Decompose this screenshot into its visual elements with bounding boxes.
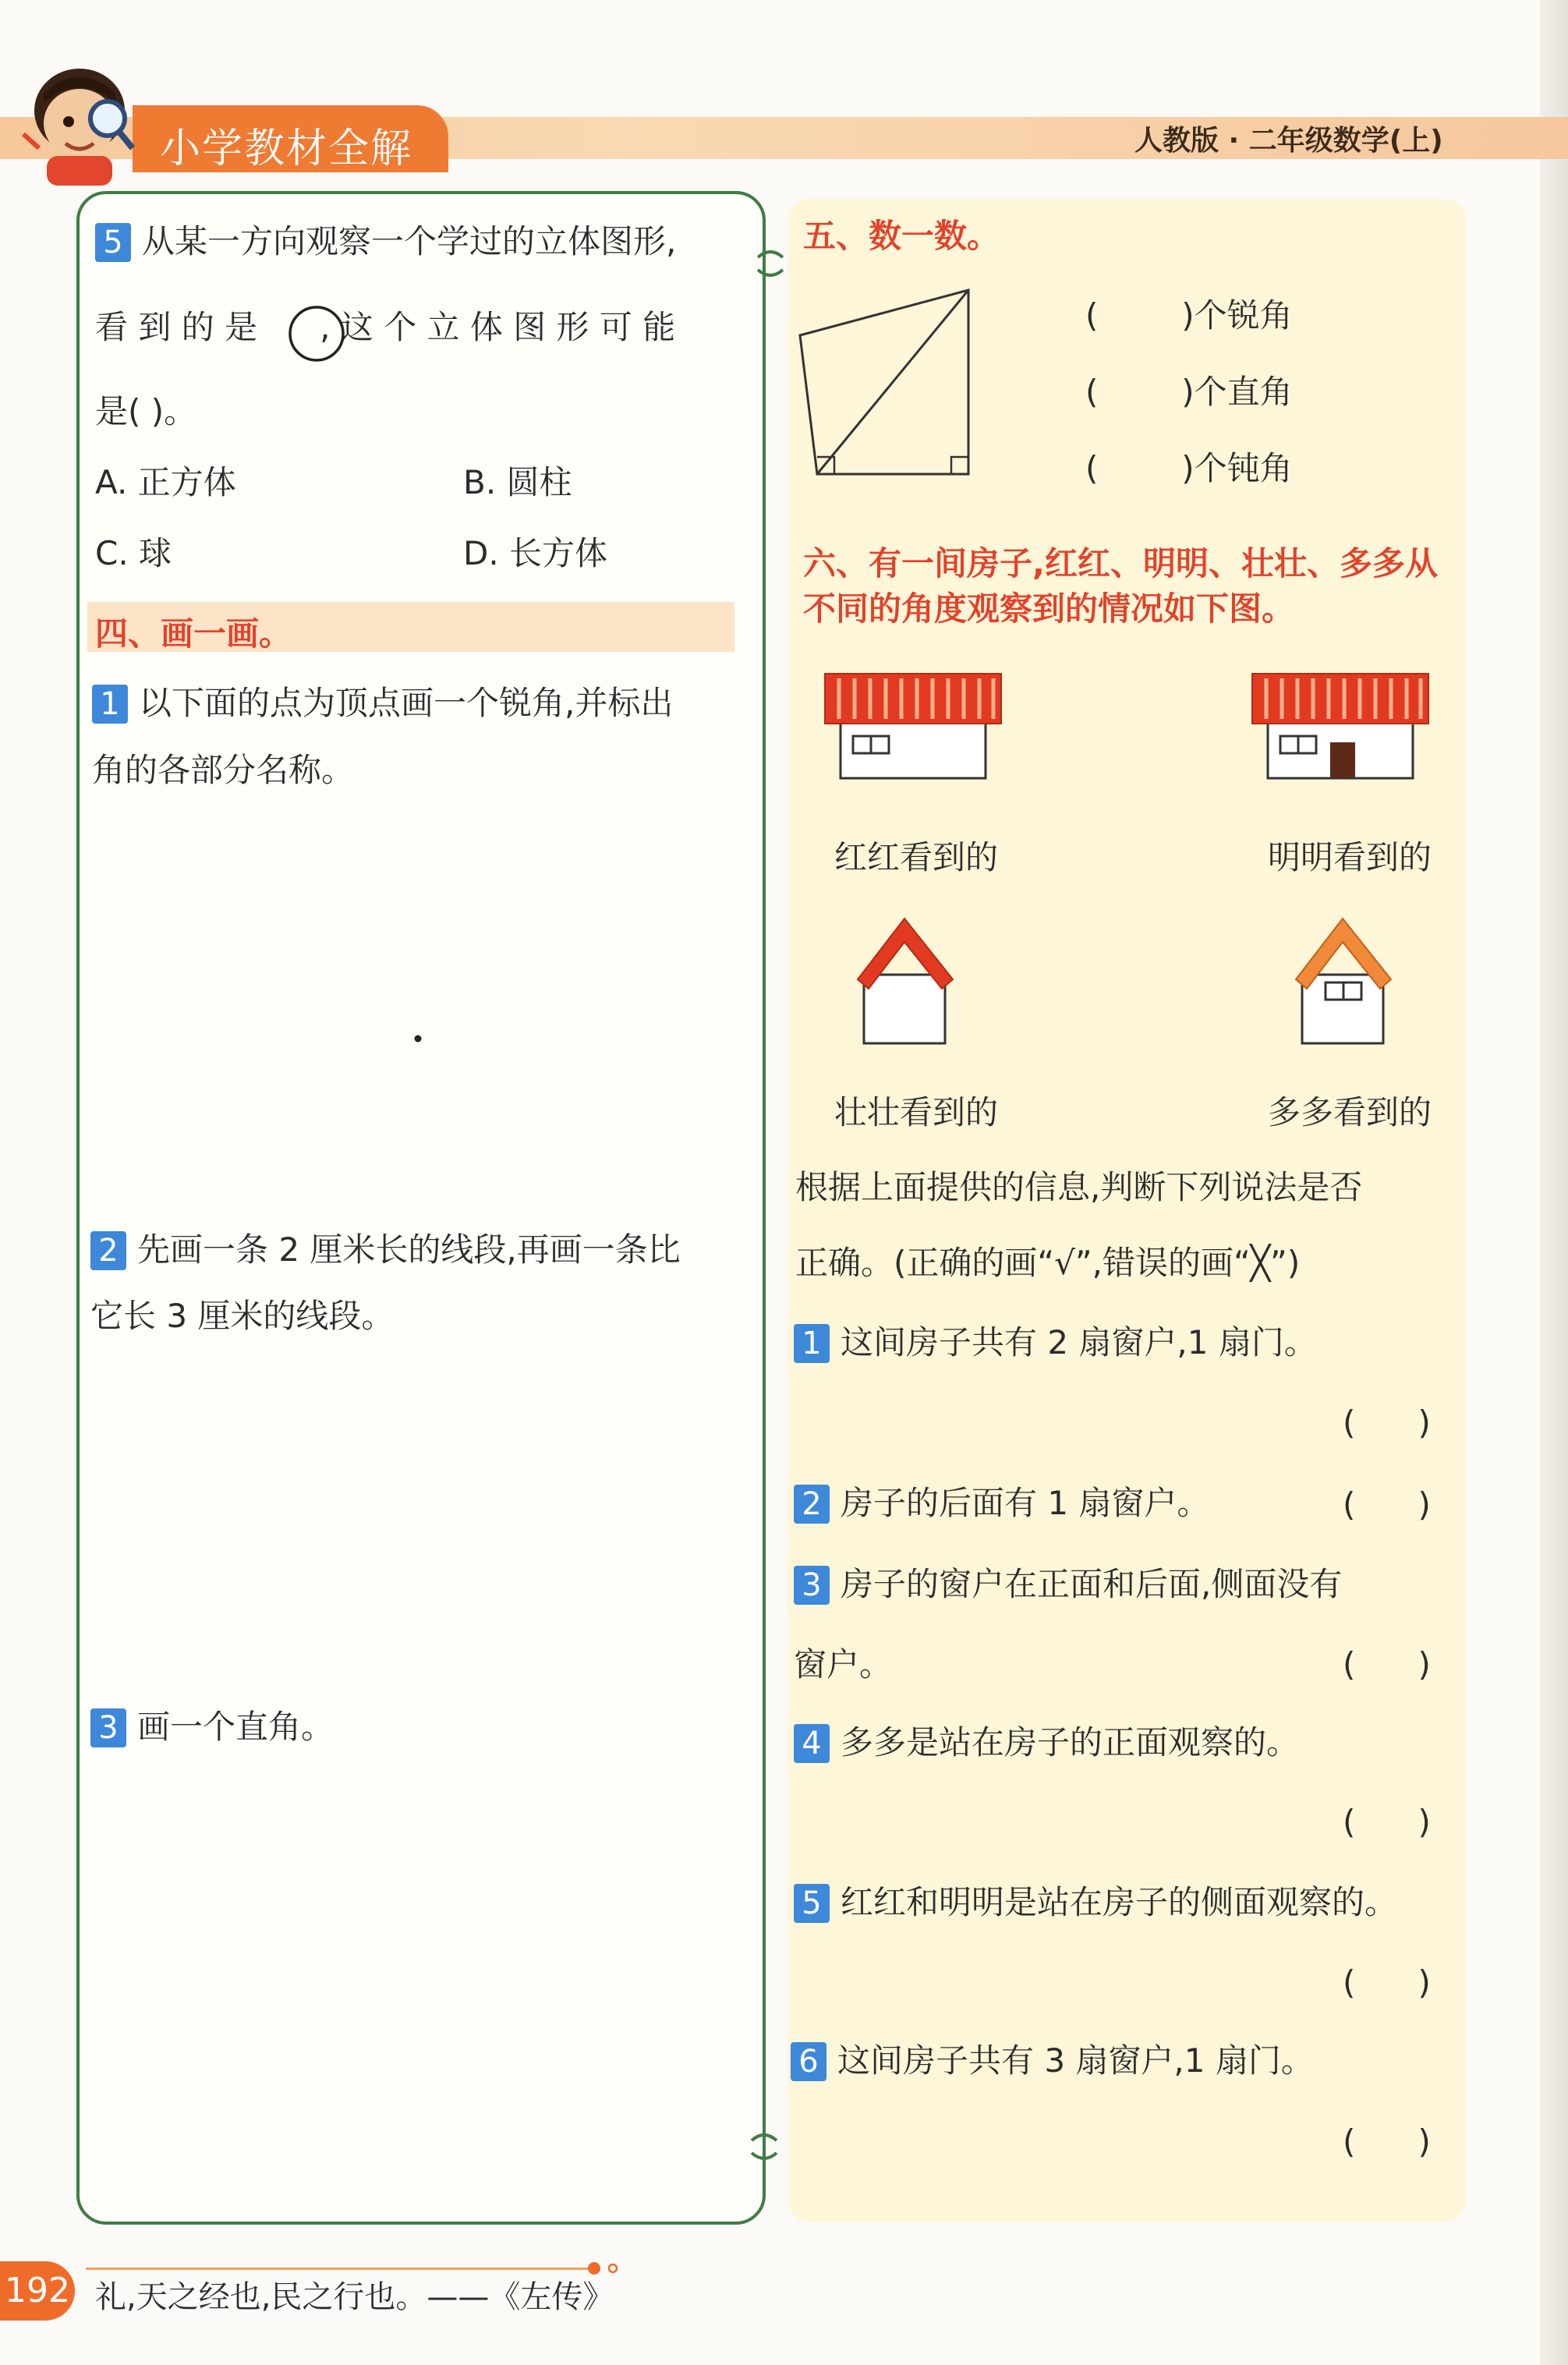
footer-quote: 礼,天之经也,民之行也。——《左传》 — [95, 2279, 614, 2315]
question-number-badge: 5 — [794, 1884, 830, 1923]
question-number-badge: 5 — [95, 223, 131, 262]
section-6-line2: 不同的角度观察到的情况如下图。 — [803, 589, 1295, 628]
judge-item-3: 3 房子的窗户在正面和后面,侧面没有 — [794, 1565, 1342, 1605]
judge-item-4: 4 多多是站在房子的正面观察的。 — [794, 1723, 1299, 1763]
quadrilateral-figure — [795, 281, 982, 483]
count-acute: ( )个锐角 — [1085, 296, 1293, 335]
caption-honghong: 红红看到的 — [834, 838, 999, 876]
draw-q2-line1: 2 先画一条 2 厘米长的线段,再画一条比 — [90, 1230, 681, 1270]
house-side-window-view-icon — [1293, 917, 1394, 1045]
option-b: B. 圆柱 — [463, 463, 572, 501]
binder-ring-icon — [749, 2133, 780, 2161]
count-right: ( )个直角 — [1085, 373, 1293, 411]
binder-ring-icon — [755, 250, 786, 278]
section-6-line1: 六、有一间房子,红红、明明、壮壮、多多从 — [803, 544, 1438, 582]
q5-line1: 5 从某一方向观察一个学过的立体图形, — [95, 222, 676, 262]
section-5-title: 五、数一数。 — [803, 217, 1000, 255]
question-number-badge: 3 — [794, 1566, 830, 1605]
vertex-dot — [413, 1034, 423, 1043]
caption-duoduo: 多多看到的 — [1268, 1093, 1432, 1131]
draw-q3-line1: 3 画一个直角。 — [90, 1708, 334, 1747]
answer-paren-1[interactable]: ( ) — [1343, 1404, 1431, 1442]
answer-paren-5[interactable]: ( ) — [1343, 1963, 1431, 2002]
caption-mingming: 明明看到的 — [1268, 838, 1432, 876]
house-front-view-icon — [825, 672, 1001, 780]
draw-q1-line1: 1 以下面的点为顶点画一个锐角,并标出 — [92, 684, 673, 724]
mascot-icon — [16, 56, 148, 189]
judge-item-5: 5 红红和明明是站在房子的侧面观察的。 — [794, 1883, 1397, 1923]
judge-item-3-line2: 窗户。 — [794, 1645, 893, 1683]
section-4-title: 四、画一画。 — [95, 614, 292, 653]
answer-paren-2[interactable]: ( ) — [1343, 1485, 1431, 1524]
answer-paren-3[interactable]: ( ) — [1343, 1645, 1431, 1683]
option-a: A. 正方体 — [95, 463, 236, 501]
q5-line3: 是( )。 — [95, 392, 197, 430]
option-d: D. 长方体 — [463, 534, 608, 572]
judge-item-2: 2 房子的后面有 1 扇窗户。 — [794, 1484, 1209, 1524]
question-number-badge: 3 — [90, 1708, 126, 1747]
question-number-badge: 4 — [794, 1724, 830, 1763]
question-number-badge: 1 — [92, 685, 128, 724]
answer-paren-6[interactable]: ( ) — [1343, 2122, 1431, 2161]
instruction-line2: 正确。(正确的画“√”,错误的画“╳”) — [795, 1244, 1301, 1282]
instruction-line1: 根据上面提供的信息,判断下列说法是否 — [795, 1168, 1363, 1206]
question-number-badge: 2 — [90, 1231, 126, 1270]
caption-zhuangzhuang: 壮壮看到的 — [834, 1093, 999, 1131]
question-number-badge: 2 — [794, 1485, 830, 1524]
footer-divider — [86, 2268, 600, 2270]
edition-label: 人教版 · 二年级数学(上) — [1134, 125, 1443, 157]
option-c: C. 球 — [95, 534, 172, 572]
house-door-view-icon — [1252, 672, 1428, 780]
circle-shape-icon — [285, 303, 348, 365]
judge-item-6: 6 这间房子共有 3 扇窗户,1 扇门。 — [791, 2041, 1314, 2081]
series-title: 小学教材全解 — [160, 126, 413, 172]
page-number: 192 — [0, 2261, 75, 2321]
count-obtuse: ( )个钝角 — [1085, 449, 1293, 487]
page-edge — [1540, 0, 1568, 2365]
house-side-view-icon — [855, 917, 956, 1045]
question-number-badge: 1 — [794, 1324, 830, 1363]
question-number-badge: 6 — [791, 2042, 826, 2081]
answer-paren-4[interactable]: ( ) — [1343, 1803, 1431, 1841]
q5-line2: 看 到 的 是 , 这 个 立 体 图 形 可 能 — [95, 308, 676, 346]
draw-q1-line2: 角的各部分名称。 — [92, 751, 355, 789]
draw-q2-line2: 它长 3 厘米的线段。 — [90, 1297, 395, 1335]
judge-item-1: 1 这间房子共有 2 扇窗户,1 扇门。 — [794, 1323, 1317, 1363]
